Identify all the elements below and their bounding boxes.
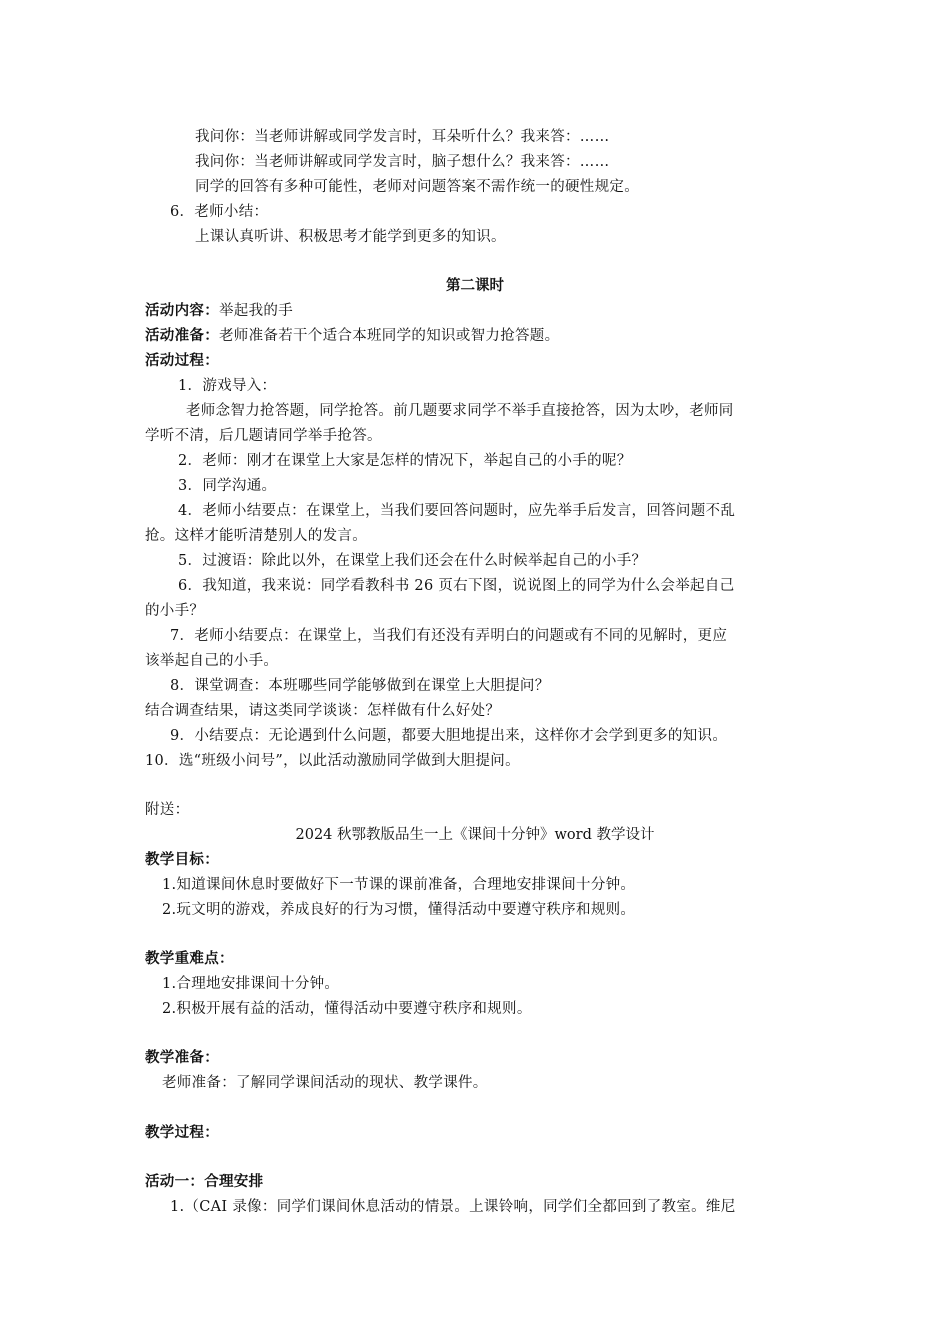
intro-line-note: 同学的回答有多种可能性，老师对问题答案不需作统一的硬性规定。 (195, 179, 639, 195)
goal-2: 2.玩文明的游戏，养成良好的行为习惯，懂得活动中要遵守秩序和规则。 (162, 902, 636, 918)
activity-1-item-1: 1.（CAI 录像：同学们课间休息活动的情景。上课铃响，同学们全都回到了教室。维尼 (170, 1199, 736, 1215)
step-8: 8．课堂调查：本班哪些同学能够做到在课堂上大胆提问？ (170, 678, 550, 694)
step-1: 1．游戏导入： (178, 378, 277, 394)
step-9: 9．小结要点：无论遇到什么问题，都要大胆地提出来，这样你才会学到更多的知识。 (170, 728, 728, 744)
step-7-a: 7．老师小结要点：在课堂上，当我们有还没有弄明白的问题或有不同的见解时，更应 (170, 628, 728, 644)
lesson2-process-label: 活动过程： (145, 353, 219, 369)
prep-label: 活动准备： (145, 328, 219, 344)
lesson2-content (145, 301, 293, 321)
intro-line-ear: 我问你：当老师讲解或同学发言时，耳朵听什么？我来答：…… (195, 129, 610, 145)
prep-value: 老师准备若干个适合本班同学的知识或智力抢答题。 (219, 328, 560, 344)
step-7-b: 该举起自己的小手。 (145, 653, 279, 669)
step-2: 2．老师：刚才在课堂上大家是怎样的情况下，举起自己的小手的呢？ (178, 453, 632, 469)
step-1-b: 学听不清，后几题请同学举手抢答。 (145, 428, 382, 444)
teaching-prep-label: 教学准备： (145, 1050, 219, 1066)
content-value: 举起我的手 (219, 303, 293, 319)
step-6-b: 的小手？ (145, 603, 205, 619)
key-point-2: 2.积极开展有益的活动，懂得活动中要遵守秩序和规则。 (162, 1001, 532, 1017)
goals-label: 教学目标： (145, 852, 219, 868)
step-10: 10．选“班级小问号”，以此活动激励同学做到大胆提问。 (145, 753, 520, 769)
step-3: 3．同学沟通。 (178, 478, 277, 494)
lesson2-heading: 第二课时 (446, 278, 504, 294)
teaching-prep-value: 老师准备：了解同学课间活动的现状、教学课件。 (162, 1075, 488, 1091)
step-5: 5．过渡语：除此以外，在课堂上我们还会在什么时候举起自己的小手？ (178, 553, 647, 569)
activity-1-label: 活动一：合理安排 (145, 1174, 264, 1190)
lesson2-prep (145, 326, 559, 346)
step-1-a: 老师念智力抢答题，同学抢答。前几题要求同学不举手直接抢答，因为太吵，老师同 (186, 403, 734, 419)
teaching-process-label: 教学过程： (145, 1125, 219, 1141)
step-6-a: 6．我知道，我来说：同学看教科书 26 页右下图，说说图上的同学为什么会举起自己 (178, 578, 735, 594)
step-4-a: 4．老师小结要点：在课堂上，当我们要回答问题时，应先举手后发言，回答问题不乱 (178, 503, 736, 519)
content-label: 活动内容： (145, 303, 219, 319)
intro-line-brain: 我问你：当老师讲解或同学发言时，脑子想什么？我来答：…… (195, 154, 610, 170)
key-point-1: 1.合理地安排课间十分钟。 (162, 976, 340, 992)
appendix-title: 2024 秋鄂教版品生一上《课间十分钟》word 教学设计 (295, 827, 655, 843)
key-points-label: 教学重难点： (145, 951, 234, 967)
step-8-b: 结合调查结果，请这类同学谈谈：怎样做有什么好处？ (145, 703, 501, 719)
step-4-b: 抢。这样才能听清楚别人的发言。 (145, 528, 367, 544)
appendix-label: 附送： (145, 802, 190, 818)
intro-item-6: 6．老师小结： (170, 204, 269, 220)
intro-item-6-body: 上课认真听讲、积极思考才能学到更多的知识。 (195, 229, 506, 245)
goal-1: 1.知道课间休息时要做好下一节课的课前准备，合理地安排课间十分钟。 (162, 877, 636, 893)
